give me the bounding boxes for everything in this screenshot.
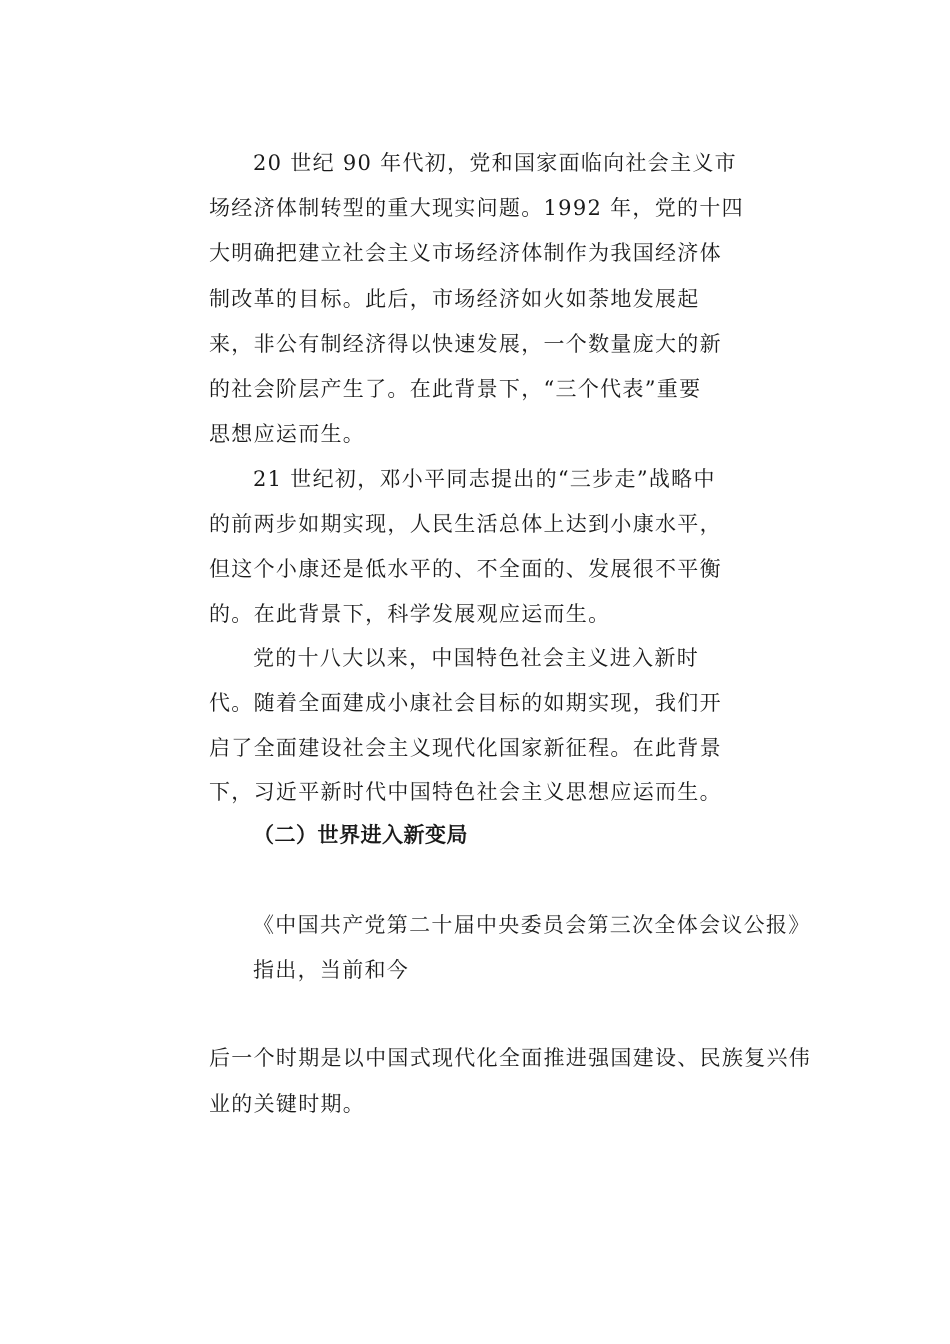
paragraph-1-line-3: 大明确把建立社会主义市场经济体制作为我国经济体 — [209, 241, 722, 265]
paragraph-2-line-4: 的。在此背景下，科学发展观应运而生。 — [209, 602, 611, 626]
paragraph-2-line-3: 但这个小康还是低水平的、不全面的、发展很不平衡 — [209, 557, 722, 581]
tail-line-1: 后一个时期是以中国式现代化全面推进强国建设、民族复兴伟 — [209, 1046, 812, 1070]
tail-line-2: 业的关键时期。 — [209, 1092, 366, 1116]
paragraph-2-line-1: 21 世纪初，邓小平同志提出的“三步走”战略中 — [253, 467, 716, 491]
paragraph-1-line-1: 20 世纪 90 年代初，党和国家面临向社会主义市 — [253, 151, 737, 175]
quote-line-1: 《中国共产党第二十届中央委员会第三次全体会议公报》 — [253, 913, 811, 937]
paragraph-3-line-3: 启了全面建设社会主义现代化国家新征程。在此背景 — [209, 736, 722, 760]
paragraph-1-line-2: 场经济体制转型的重大现实问题。1992 年，党的十四 — [209, 196, 744, 220]
paragraph-3-line-2: 代。随着全面建成小康社会目标的如期实现，我们开 — [209, 691, 722, 715]
paragraph-3-line-1: 党的十八大以来，中国特色社会主义进入新时 — [253, 646, 699, 670]
paragraph-1-line-5: 来，非公有制经济得以快速发展，一个数量庞大的新 — [209, 332, 722, 356]
section-heading: （二）世界进入新变局 — [253, 823, 468, 847]
paragraph-1-line-7: 思想应运而生。 — [209, 422, 366, 446]
paragraph-1-line-6: 的社会阶层产生了。在此背景下，“三个代表”重要 — [209, 377, 702, 401]
paragraph-1-line-4: 制改革的目标。此后，市场经济如火如荼地发展起 — [209, 287, 700, 311]
paragraph-3-line-4: 下，习近平新时代中国特色社会主义思想应运而生。 — [209, 780, 722, 804]
paragraph-2-line-2: 的前两步如期实现，人民生活总体上达到小康水平， — [209, 512, 722, 536]
quote-line-2: 指出，当前和今 — [253, 958, 410, 982]
